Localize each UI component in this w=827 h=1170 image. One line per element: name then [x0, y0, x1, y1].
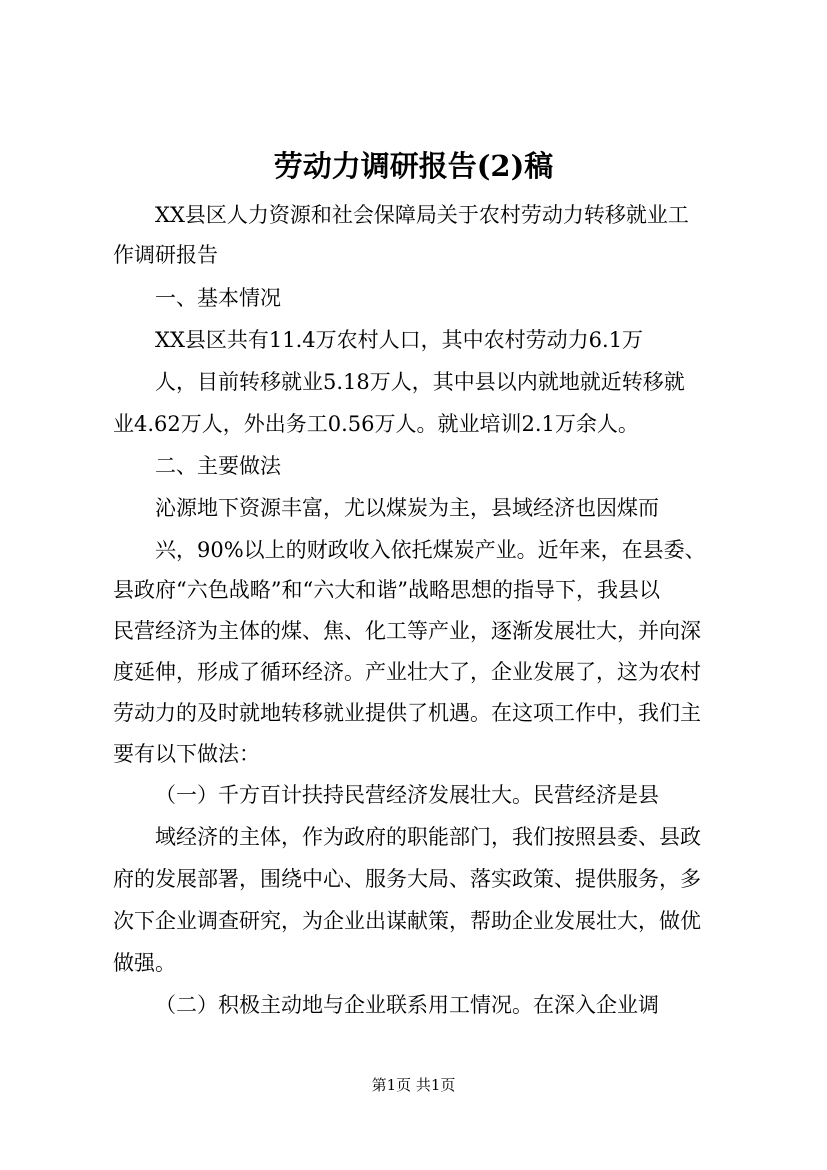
body-line: 次下企业调查研究，为企业出谋献策，帮助企业发展壮大，做优	[113, 909, 701, 933]
body-line: 要有以下做法：	[113, 742, 260, 766]
body-line: 民营经济为主体的煤、焦、化工等产业，逐渐发展壮大，并向深	[113, 619, 701, 643]
body-line: XX县区人力资源和社会保障局关于农村劳动力转移就业工	[155, 203, 689, 227]
body-line: 劳动力的及时就地转移就业提供了机遇。在这项工作中，我们主	[113, 701, 701, 725]
page-footer: 第1页 共1页	[371, 1076, 456, 1094]
body-line: 府的发展部署，围绕中心、服务大局、落实政策、提供服务，多	[113, 867, 701, 891]
body-line: 人，目前转移就业5.18万人，其中县以内就地就近转移就	[155, 370, 685, 394]
body-line: 县政府“六色战略”和“六大和谐”战略思想的指导下，我县以	[113, 578, 660, 602]
body-line: 度延伸，形成了循环经济。产业壮大了，企业发展了，这为农村	[113, 660, 701, 684]
body-line: 做强。	[113, 951, 176, 975]
body-line: 沁源地下资源丰富，尤以煤炭为主，县域经济也因煤而	[155, 496, 659, 520]
subsection-heading: （二）积极主动地与企业联系用工情况。在深入企业调	[155, 993, 659, 1017]
section-heading: 一、基本情况	[155, 286, 281, 310]
body-line: 兴，90%以上的财政收入依托煤炭产业。近年来，在县委、	[155, 538, 706, 562]
document-title: 劳动力调研报告(2)稿	[273, 149, 554, 183]
body-line: 作调研报告	[113, 243, 218, 267]
body-line: 域经济的主体，作为政府的职能部门，我们按照县委、县政	[155, 825, 701, 849]
subsection-heading: （一）千方百计扶持民营经济发展壮大。民营经济是县	[155, 783, 659, 807]
body-line: XX县区共有11.4万农村人口，其中农村劳动力6.1万	[155, 328, 644, 352]
body-line: 业4.62万人，外出务工0.56万人。就业培训2.1万余人。	[113, 412, 639, 436]
section-heading: 二、主要做法	[155, 454, 281, 478]
